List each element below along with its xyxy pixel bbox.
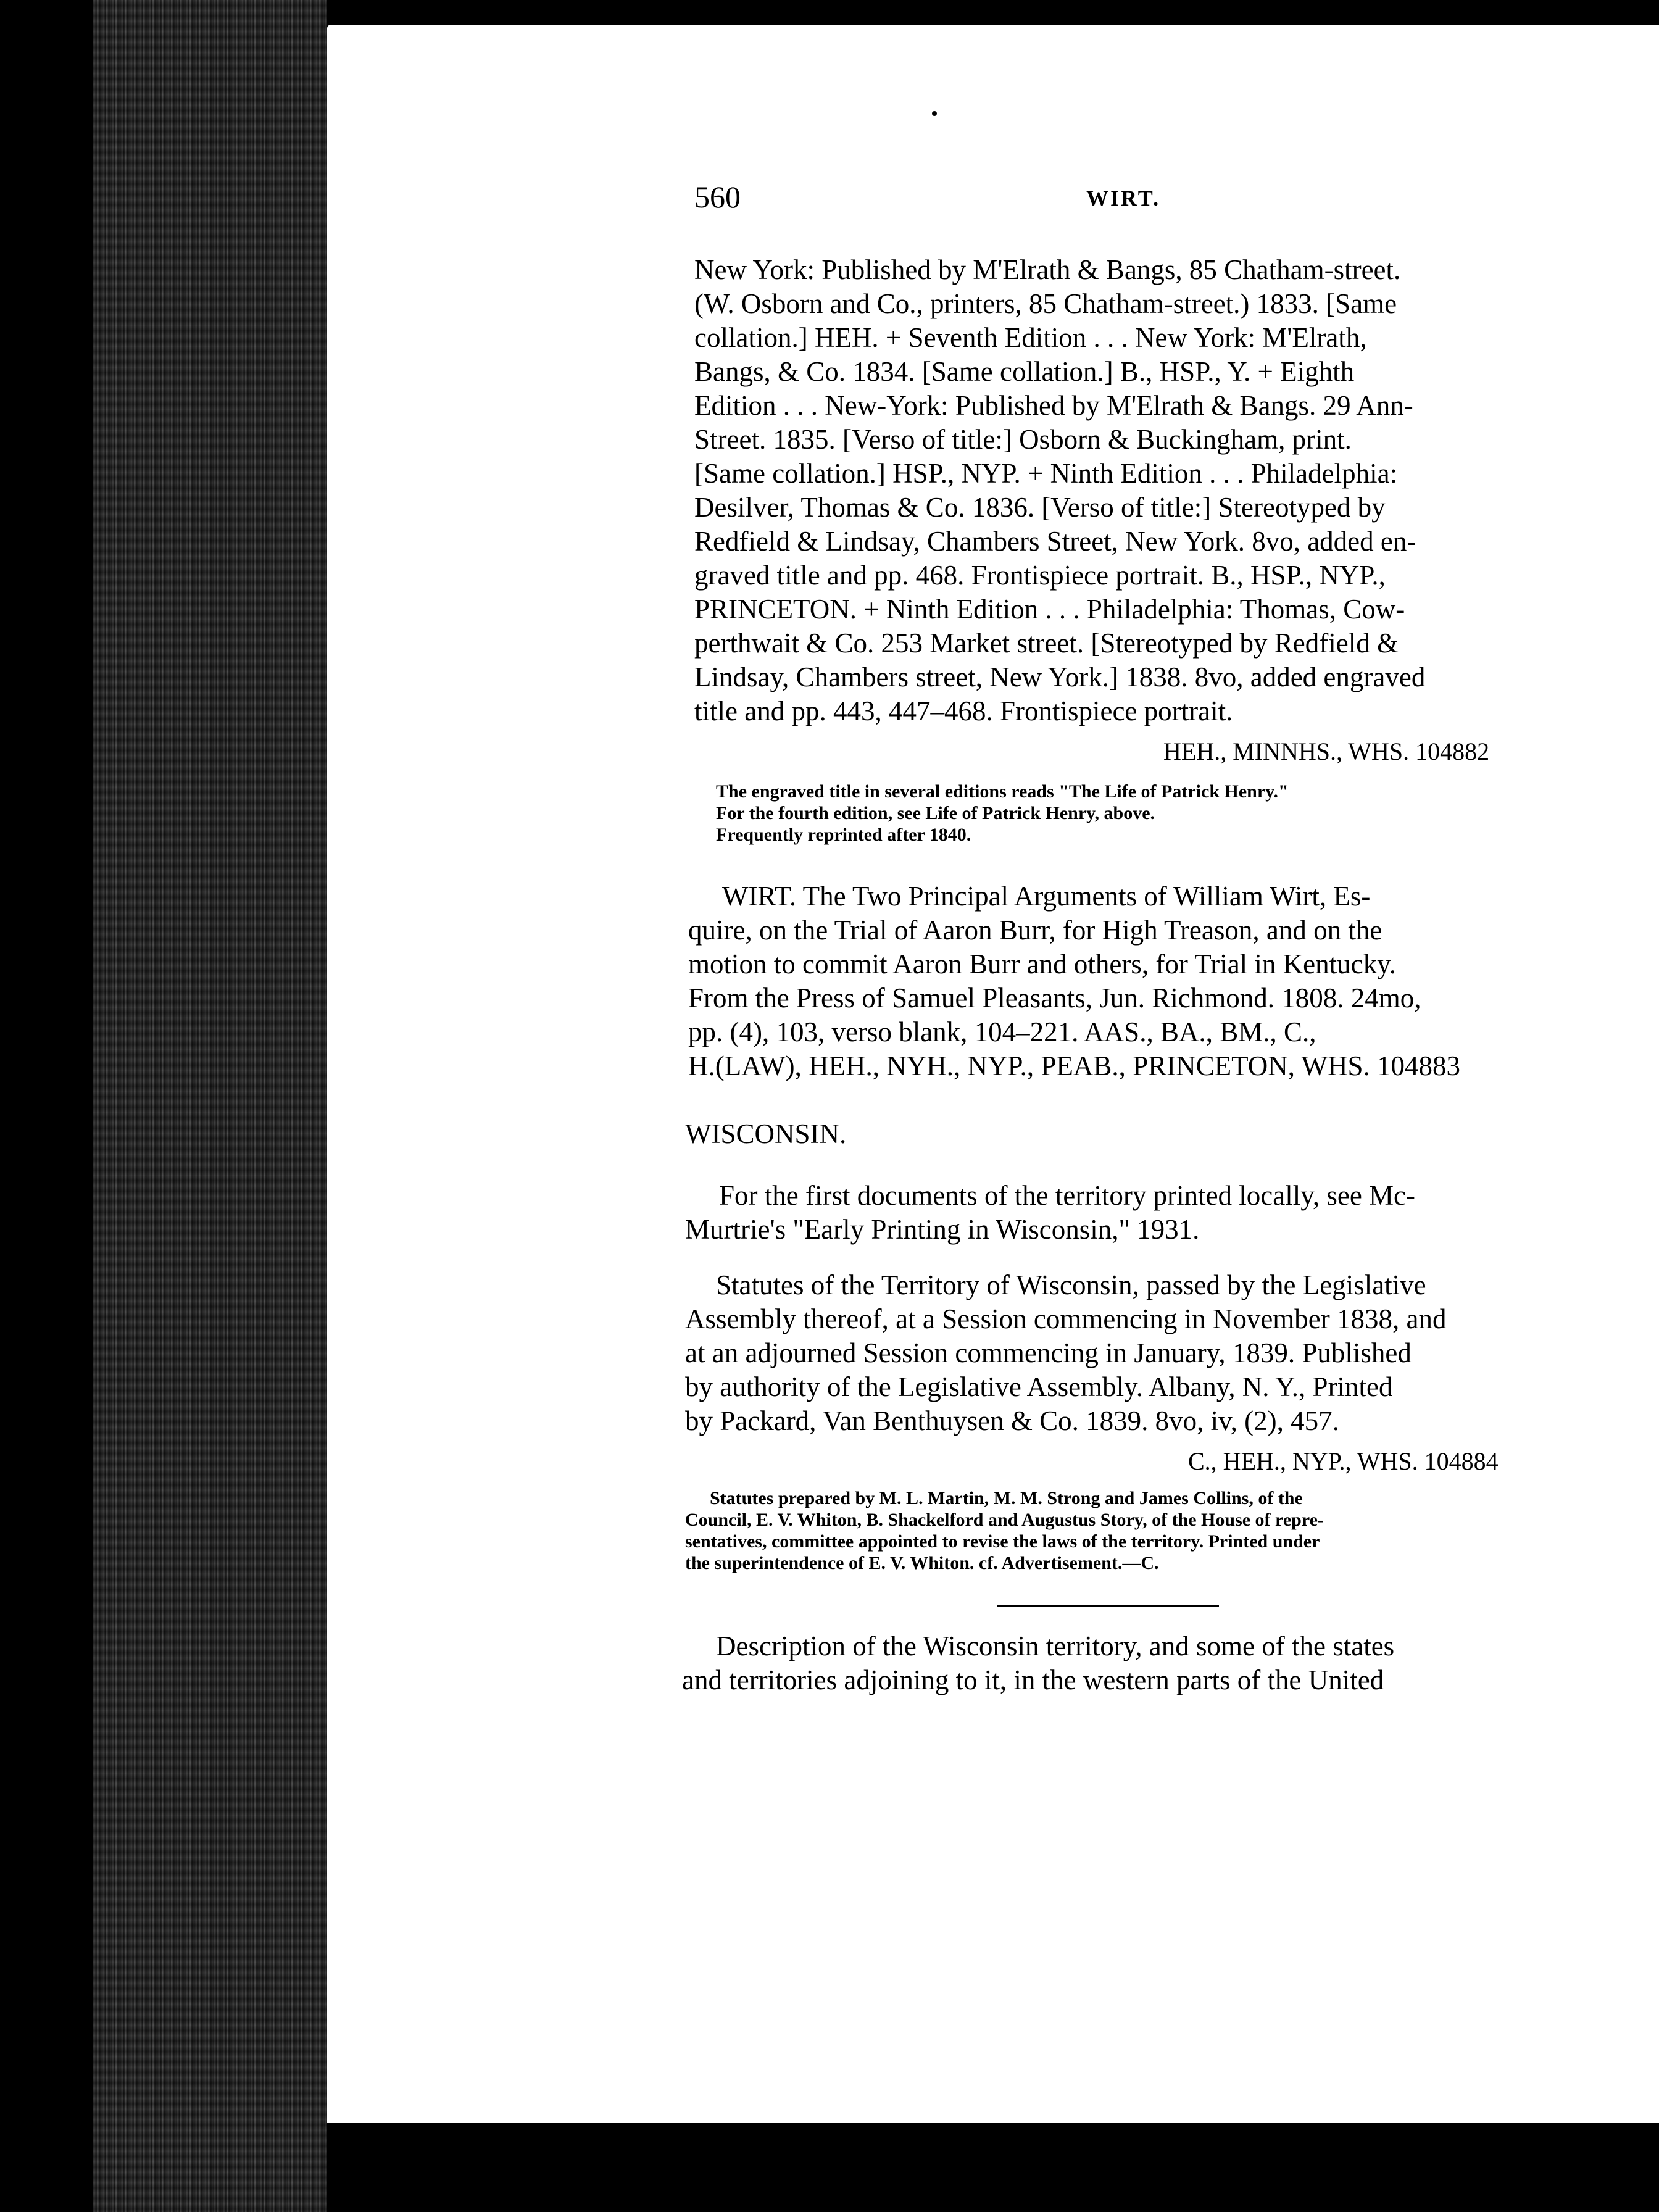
entry-line: Edition . . . New-York: Published by M'Elrath & Bangs. 29 Ann- (694, 390, 1413, 421)
entry-line: by Packard, Van Benthuysen & Co. 1839. 8vo, iv, (2), 457. (685, 1405, 1339, 1436)
entry-line: WIRT. The Two Principal Arguments of William Wirt, Es- (722, 881, 1371, 912)
book-spine-edge (93, 0, 327, 2212)
entry-line: Assembly thereof, at a Session commencing in November 1838, and (685, 1304, 1447, 1334)
entry-line: PRINCETON. + Ninth Edition . . . Philadelphia: Thomas, Cow- (694, 594, 1405, 625)
entry-line: graved title and pp. 468. Frontispiece portrait. B., HSP., NYP., (694, 560, 1386, 591)
note-line: Statutes prepared by M. L. Martin, M. M. Strong and James Collins, of the (710, 1488, 1303, 1508)
entry-line: Statutes of the Territory of Wisconsin, passed by the Legislative (716, 1270, 1426, 1300)
note-line: Frequently reprinted after 1840. (716, 825, 971, 845)
running-head: WIRT. (1086, 186, 1161, 210)
entry-line: Murtrie's "Early Printing in Wisconsin," 1931. (685, 1214, 1200, 1245)
entry-line: Bangs, & Co. 1834. [Same collation.] B., HSP., Y. + Eighth (694, 356, 1355, 387)
entry-line: at an adjourned Session commencing in January, 1839. Published (685, 1337, 1412, 1368)
entry-line: Street. 1835. [Verso of title:] Osborn & Buckingham, print. (694, 424, 1352, 455)
page-number: 560 (694, 180, 741, 214)
entry-line: perthwait & Co. 253 Market street. [Stereotyped by Redfield & (694, 628, 1399, 659)
entry-line: Description of the Wisconsin territory, and some of the states (716, 1631, 1395, 1661)
entry-line: Lindsay, Chambers street, New York.] 1838. 8vo, added engraved (694, 662, 1426, 692)
note-line: For the fourth edition, see Life of Patrick Henry, above. (716, 803, 1155, 823)
holdings-line: C., HEH., NYP., WHS. 104884 (1188, 1447, 1499, 1475)
entry-line: From the Press of Samuel Pleasants, Jun. Richmond. 1808. 24mo, (688, 983, 1421, 1013)
note-line: Council, E. V. Whiton, B. Shackelford and Augustus Story, of the House of repre- (685, 1510, 1324, 1530)
entry-line: title and pp. 443, 447–468. Frontispiece portrait. (694, 696, 1233, 726)
entry-line: Desilver, Thomas & Co. 1836. [Verso of title:] Stereotyped by (694, 492, 1386, 523)
entry-line: [Same collation.] HSP., NYP. + Ninth Edition . . . Philadelphia: (694, 458, 1398, 489)
note-line: the superintendence of E. V. Whiton. cf. Advertisement.—C. (685, 1553, 1159, 1573)
entry-line: motion to commit Aaron Burr and others, for Trial in Kentucky. (688, 949, 1396, 979)
entry-line: and territories adjoining to it, in the western parts of the United (682, 1665, 1384, 1695)
holdings-line: HEH., MINNHS., WHS. 104882 (1163, 738, 1490, 765)
entry-line: For the first documents of the territory printed locally, see Mc- (719, 1180, 1416, 1211)
note-line: sentatives, committee appointed to revise the laws of the territory. Printed under (685, 1531, 1320, 1552)
entry-line: by authority of the Legislative Assembly. Albany, N. Y., Printed (685, 1371, 1393, 1402)
note-line: The engraved title in several editions reads "The Life of Patrick Henry." (716, 781, 1289, 802)
section-heading: WISCONSIN. (685, 1118, 847, 1149)
entry-line: (W. Osborn and Co., printers, 85 Chatham-street.) 1833. [Same (694, 288, 1397, 319)
entry-line: collation.] HEH. + Seventh Edition . . . New York: M'Elrath, (694, 322, 1367, 353)
section-divider (997, 1605, 1219, 1607)
entry-line: quire, on the Trial of Aaron Burr, for High Treason, and on the (688, 915, 1382, 946)
page-speck (932, 111, 937, 116)
entry-line: pp. (4), 103, verso blank, 104–221. AAS., BA., BM., C., (688, 1017, 1316, 1047)
entry-line: New York: Published by M'Elrath & Bangs, 85 Chatham-street. (694, 254, 1401, 285)
entry-line: H.(LAW), HEH., NYH., NYP., PEAB., PRINCETON, WHS. 104883 (688, 1050, 1460, 1081)
entry-line: Redfield & Lindsay, Chambers Street, New York. 8vo, added en- (694, 526, 1416, 557)
